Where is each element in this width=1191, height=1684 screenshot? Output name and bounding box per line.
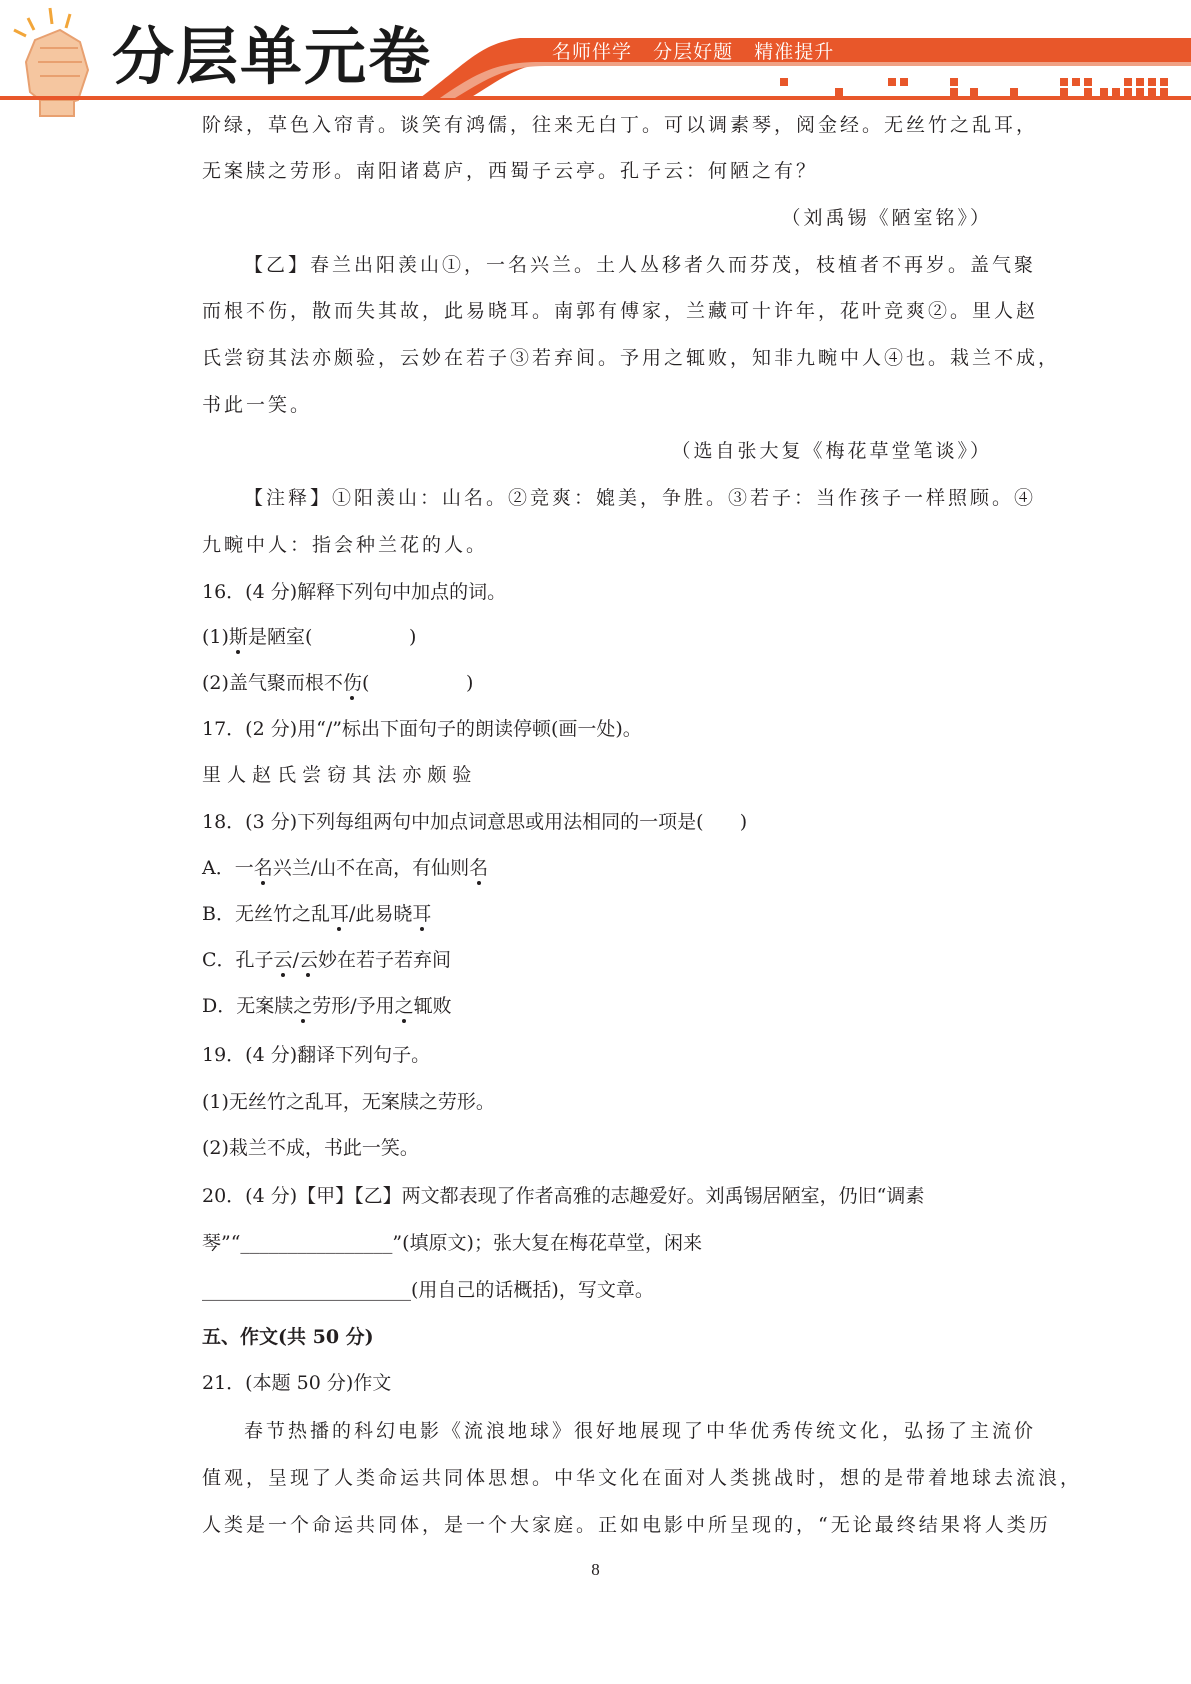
page-number: 8 [591,1560,600,1579]
passage-b-line: 而根不伤，散而失其故，此易晓耳。南郭有傅家，兰藏可十许年，花叶竞爽②。里人赵 [202,300,1039,322]
dotted-char: 斯 [228,626,248,648]
essay-prompt-line: 值观，呈现了人类命运共同体思想。中华文化在面对人类挑战时，想的是带着地球去流浪， [202,1467,1083,1489]
question-18-stem: 18．(3 分)下列每组两句中加点词意思或用法相同的一项是( ) [202,811,748,833]
essay-prompt-line: 人类是一个命运共同体，是一个大家庭。正如电影中所呈现的，“无论最终结果将人类历 [202,1514,1051,1536]
brand-title: 分层单元卷 [112,20,433,93]
question-17-stem: 17．(2 分)用“/”标出下面句子的朗读停顿(画一处)。 [202,718,642,740]
question-18-option-a: A．一名兴兰/山不在高，有仙则名 [202,857,489,879]
question-18-option-b: B．无丝竹之乱耳/此易晓耳 [202,903,432,925]
source-a: （刘禹锡《陋室铭》） [781,207,992,229]
passage-b-line: 氏尝窃其法亦颇验，云妙在若子③若弃间。予用之辄败，知非九畹中人④也。栽兰不成， [202,347,1061,369]
question-19-item: (1)无丝竹之乱耳，无案牍之劳形。 [202,1091,495,1113]
question-16-item-2: (2)盖气聚而根不伤( ) [202,672,474,694]
question-19-stem: 19．(4 分)翻译下列句子。 [202,1044,431,1066]
question-20-line: ______________________(用自己的话概括)，写文章。 [202,1279,654,1301]
section-heading: 五、作文(共 50 分) [202,1326,374,1348]
dotted-char: 伤 [342,672,362,694]
question-17-sentence: 里 人 赵 氏 尝 窃 其 法 亦 颇 验 [202,764,472,786]
page-header [0,0,1191,120]
notes-line: 九畹中人：指会种兰花的人。 [202,534,489,556]
notes-line: 【注释】①阳羡山：山名。②竞爽：媲美，争胜。③若子：当作孩子一样照顾。④ [244,487,1037,509]
passage-a-line: 阶绿，草色入帘青。谈笑有鸿儒，往来无白丁。可以调素琴，阅金经。无丝竹之乱耳， [202,114,1039,136]
source-b: （选自张大复《梅花草堂笔谈》） [671,440,992,462]
question-16-item-1: (1)斯是陋室( ) [202,626,417,648]
question-18-option-c: C．孔子云/云妙在若子若弃间 [202,949,451,971]
question-19-item: (2)栽兰不成，书此一笑。 [202,1137,419,1159]
question-21-stem: 21．(本题 50 分)作文 [202,1372,392,1394]
essay-prompt-line: 春节热播的科幻电影《流浪地球》很好地展现了中华优秀传统文化，弘扬了主流价 [244,1420,1037,1442]
question-16-stem: 16．(4 分)解释下列句中加点的词。 [202,581,507,603]
decorative-squares [780,78,1168,96]
question-20-line: 琴”“________________”(填原文)；张大复在梅花草堂，闲来 [202,1232,702,1254]
question-20-line: 20．(4 分)【甲】【乙】两文都表现了作者高雅的志趣爱好。刘禹锡居陋室，仍旧“调素 [202,1185,925,1207]
passage-b-line: 【乙】春兰出阳羡山①，一名兴兰。土人丛移者久而芬茂，枝植者不再岁。盖气聚 [244,254,1037,276]
brand-tagline: 名师伴学 分层好题 精准提升 [552,41,835,63]
passage-a-line: 无案牍之劳形。南阳诸葛庐，西蜀子云亭。孔子云：何陋之有？ [202,160,819,182]
question-18-option-d: D．无案牍之劳形/予用之辄败 [202,995,452,1017]
passage-b-line: 书此一笑。 [202,394,313,416]
